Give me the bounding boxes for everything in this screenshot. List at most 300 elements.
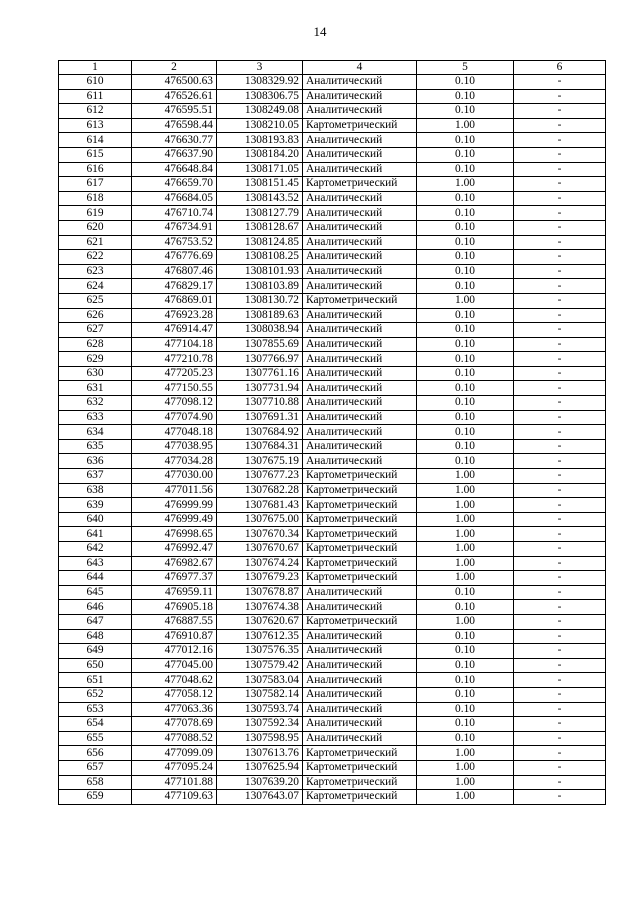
cell-x-coordinate: 476637.90 <box>132 147 217 162</box>
cell-x-coordinate: 476776.69 <box>132 250 217 265</box>
cell-point-number: 621 <box>59 235 132 250</box>
cell-point-number: 629 <box>59 352 132 367</box>
column-header-x: 2 <box>132 61 217 75</box>
cell-x-coordinate: 476914.47 <box>132 323 217 338</box>
cell-point-number: 610 <box>59 75 132 90</box>
cell-accuracy: 0.10 <box>417 147 514 162</box>
cell-y-coordinate: 1308171.05 <box>217 162 303 177</box>
cell-x-coordinate: 477088.52 <box>132 731 217 746</box>
cell-point-number: 644 <box>59 571 132 586</box>
column-header-note: 6 <box>514 61 606 75</box>
cell-y-coordinate: 1307682.28 <box>217 483 303 498</box>
cell-point-number: 656 <box>59 746 132 761</box>
cell-note: - <box>514 133 606 148</box>
table-row <box>59 133 606 148</box>
table-row <box>59 337 606 352</box>
table-row <box>59 614 606 629</box>
table-row <box>59 264 606 279</box>
cell-method: Аналитический <box>303 658 417 673</box>
cell-point-number: 643 <box>59 556 132 571</box>
cell-accuracy: 0.10 <box>417 687 514 702</box>
cell-point-number: 632 <box>59 396 132 411</box>
cell-method: Аналитический <box>303 279 417 294</box>
cell-note: - <box>514 571 606 586</box>
cell-y-coordinate: 1307613.76 <box>217 746 303 761</box>
table-header-row <box>59 61 606 75</box>
cell-method: Аналитический <box>303 133 417 148</box>
cell-method: Картометрический <box>303 571 417 586</box>
table-row <box>59 629 606 644</box>
cell-accuracy: 0.10 <box>417 89 514 104</box>
cell-x-coordinate: 476829.17 <box>132 279 217 294</box>
cell-note: - <box>514 250 606 265</box>
cell-y-coordinate: 1307620.67 <box>217 614 303 629</box>
cell-note: - <box>514 177 606 192</box>
cell-method: Картометрический <box>303 614 417 629</box>
cell-point-number: 625 <box>59 293 132 308</box>
cell-accuracy: 0.10 <box>417 75 514 90</box>
table-row <box>59 469 606 484</box>
cell-accuracy: 1.00 <box>417 775 514 790</box>
cell-accuracy: 0.10 <box>417 352 514 367</box>
table-row <box>59 673 606 688</box>
cell-method: Аналитический <box>303 644 417 659</box>
cell-accuracy: 1.00 <box>417 790 514 805</box>
cell-y-coordinate: 1307593.74 <box>217 702 303 717</box>
cell-method: Аналитический <box>303 337 417 352</box>
cell-note: - <box>514 366 606 381</box>
cell-note: - <box>514 746 606 761</box>
cell-note: - <box>514 483 606 498</box>
table-row <box>59 571 606 586</box>
cell-point-number: 649 <box>59 644 132 659</box>
cell-point-number: 622 <box>59 250 132 265</box>
cell-method: Аналитический <box>303 366 417 381</box>
cell-point-number: 637 <box>59 469 132 484</box>
cell-y-coordinate: 1307583.04 <box>217 673 303 688</box>
cell-x-coordinate: 476923.28 <box>132 308 217 323</box>
cell-note: - <box>514 162 606 177</box>
table-row <box>59 366 606 381</box>
cell-x-coordinate: 477095.24 <box>132 760 217 775</box>
cell-method: Аналитический <box>303 731 417 746</box>
cell-x-coordinate: 476659.70 <box>132 177 217 192</box>
cell-x-coordinate: 477098.12 <box>132 396 217 411</box>
cell-note: - <box>514 147 606 162</box>
cell-method: Картометрический <box>303 542 417 557</box>
cell-method: Аналитический <box>303 717 417 732</box>
table-row <box>59 308 606 323</box>
cell-method: Аналитический <box>303 585 417 600</box>
cell-y-coordinate: 1307677.23 <box>217 469 303 484</box>
cell-y-coordinate: 1307582.14 <box>217 687 303 702</box>
cell-x-coordinate: 476684.05 <box>132 191 217 206</box>
column-header-accuracy: 5 <box>417 61 514 75</box>
cell-note: - <box>514 191 606 206</box>
cell-y-coordinate: 1307684.31 <box>217 439 303 454</box>
cell-y-coordinate: 1307681.43 <box>217 498 303 513</box>
cell-point-number: 633 <box>59 410 132 425</box>
table-row <box>59 381 606 396</box>
cell-accuracy: 0.10 <box>417 629 514 644</box>
cell-note: - <box>514 687 606 702</box>
cell-note: - <box>514 352 606 367</box>
cell-y-coordinate: 1308193.83 <box>217 133 303 148</box>
cell-point-number: 613 <box>59 118 132 133</box>
cell-accuracy: 0.10 <box>417 731 514 746</box>
cell-accuracy: 0.10 <box>417 396 514 411</box>
cell-x-coordinate: 477048.18 <box>132 425 217 440</box>
cell-accuracy: 0.10 <box>417 702 514 717</box>
cell-method: Аналитический <box>303 147 417 162</box>
cell-note: - <box>514 760 606 775</box>
cell-x-coordinate: 477012.16 <box>132 644 217 659</box>
cell-y-coordinate: 1307679.23 <box>217 571 303 586</box>
cell-y-coordinate: 1307684.92 <box>217 425 303 440</box>
cell-x-coordinate: 476869.01 <box>132 293 217 308</box>
cell-note: - <box>514 658 606 673</box>
cell-accuracy: 0.10 <box>417 162 514 177</box>
cell-y-coordinate: 1307678.87 <box>217 585 303 600</box>
table-row <box>59 527 606 542</box>
table-row <box>59 775 606 790</box>
cell-accuracy: 0.10 <box>417 308 514 323</box>
cell-accuracy: 0.10 <box>417 381 514 396</box>
cell-method: Аналитический <box>303 425 417 440</box>
cell-y-coordinate: 1307766.97 <box>217 352 303 367</box>
cell-x-coordinate: 476598.44 <box>132 118 217 133</box>
cell-accuracy: 1.00 <box>417 293 514 308</box>
table-row <box>59 687 606 702</box>
cell-y-coordinate: 1307855.69 <box>217 337 303 352</box>
table-row <box>59 396 606 411</box>
cell-point-number: 616 <box>59 162 132 177</box>
cell-accuracy: 1.00 <box>417 760 514 775</box>
cell-note: - <box>514 498 606 513</box>
cell-x-coordinate: 477101.88 <box>132 775 217 790</box>
cell-accuracy: 0.10 <box>417 104 514 119</box>
cell-y-coordinate: 1307761.16 <box>217 366 303 381</box>
cell-note: - <box>514 731 606 746</box>
cell-x-coordinate: 476648.84 <box>132 162 217 177</box>
cell-note: - <box>514 235 606 250</box>
cell-accuracy: 1.00 <box>417 118 514 133</box>
cell-point-number: 647 <box>59 614 132 629</box>
cell-note: - <box>514 206 606 221</box>
cell-y-coordinate: 1308210.05 <box>217 118 303 133</box>
cell-accuracy: 1.00 <box>417 746 514 761</box>
cell-method: Картометрический <box>303 760 417 775</box>
cell-method: Аналитический <box>303 410 417 425</box>
table-row <box>59 585 606 600</box>
cell-x-coordinate: 476753.52 <box>132 235 217 250</box>
cell-accuracy: 0.10 <box>417 323 514 338</box>
cell-note: - <box>514 396 606 411</box>
cell-y-coordinate: 1307731.94 <box>217 381 303 396</box>
table-body <box>59 75 606 805</box>
cell-x-coordinate: 476710.74 <box>132 206 217 221</box>
table-row <box>59 454 606 469</box>
cell-method: Аналитический <box>303 162 417 177</box>
cell-y-coordinate: 1307675.00 <box>217 512 303 527</box>
table-row <box>59 410 606 425</box>
cell-y-coordinate: 1308101.93 <box>217 264 303 279</box>
cell-note: - <box>514 717 606 732</box>
cell-method: Аналитический <box>303 264 417 279</box>
cell-method: Аналитический <box>303 600 417 615</box>
cell-accuracy: 0.10 <box>417 644 514 659</box>
cell-method: Аналитический <box>303 629 417 644</box>
cell-point-number: 623 <box>59 264 132 279</box>
cell-y-coordinate: 1308306.75 <box>217 89 303 104</box>
table-row <box>59 512 606 527</box>
cell-y-coordinate: 1307691.31 <box>217 410 303 425</box>
cell-x-coordinate: 477150.55 <box>132 381 217 396</box>
cell-point-number: 646 <box>59 600 132 615</box>
table-row <box>59 323 606 338</box>
cell-note: - <box>514 279 606 294</box>
cell-note: - <box>514 104 606 119</box>
cell-y-coordinate: 1308038.94 <box>217 323 303 338</box>
table-row <box>59 220 606 235</box>
cell-y-coordinate: 1308143.52 <box>217 191 303 206</box>
cell-point-number: 639 <box>59 498 132 513</box>
cell-accuracy: 0.10 <box>417 410 514 425</box>
cell-x-coordinate: 477205.23 <box>132 366 217 381</box>
cell-note: - <box>514 220 606 235</box>
cell-method: Картометрический <box>303 498 417 513</box>
table-row <box>59 191 606 206</box>
cell-method: Аналитический <box>303 439 417 454</box>
table-row <box>59 147 606 162</box>
cell-method: Аналитический <box>303 702 417 717</box>
cell-y-coordinate: 1307643.07 <box>217 790 303 805</box>
table-row <box>59 439 606 454</box>
cell-point-number: 659 <box>59 790 132 805</box>
cell-point-number: 617 <box>59 177 132 192</box>
cell-y-coordinate: 1307639.20 <box>217 775 303 790</box>
cell-point-number: 612 <box>59 104 132 119</box>
page-number: 14 <box>313 24 327 39</box>
cell-method: Картометрический <box>303 118 417 133</box>
table-row <box>59 250 606 265</box>
cell-note: - <box>514 454 606 469</box>
cell-method: Аналитический <box>303 687 417 702</box>
cell-point-number: 645 <box>59 585 132 600</box>
cell-accuracy: 1.00 <box>417 542 514 557</box>
cell-x-coordinate: 476998.65 <box>132 527 217 542</box>
cell-y-coordinate: 1308128.67 <box>217 220 303 235</box>
cell-note: - <box>514 337 606 352</box>
column-header-point-number: 1 <box>59 61 132 75</box>
cell-point-number: 611 <box>59 89 132 104</box>
table-row <box>59 352 606 367</box>
cell-x-coordinate: 477011.56 <box>132 483 217 498</box>
table-row <box>59 702 606 717</box>
cell-y-coordinate: 1307710.88 <box>217 396 303 411</box>
table-row <box>59 206 606 221</box>
cell-note: - <box>514 410 606 425</box>
cell-y-coordinate: 1307670.34 <box>217 527 303 542</box>
cell-note: - <box>514 527 606 542</box>
cell-method: Картометрический <box>303 512 417 527</box>
cell-note: - <box>514 790 606 805</box>
cell-x-coordinate: 476807.46 <box>132 264 217 279</box>
cell-x-coordinate: 476992.47 <box>132 542 217 557</box>
cell-method: Аналитический <box>303 220 417 235</box>
cell-accuracy: 0.10 <box>417 337 514 352</box>
cell-x-coordinate: 476595.51 <box>132 104 217 119</box>
cell-point-number: 640 <box>59 512 132 527</box>
cell-accuracy: 0.10 <box>417 585 514 600</box>
cell-note: - <box>514 323 606 338</box>
cell-method: Аналитический <box>303 89 417 104</box>
cell-point-number: 653 <box>59 702 132 717</box>
cell-accuracy: 1.00 <box>417 614 514 629</box>
cell-method: Аналитический <box>303 352 417 367</box>
cell-method: Картометрический <box>303 556 417 571</box>
cell-note: - <box>514 702 606 717</box>
cell-y-coordinate: 1308184.20 <box>217 147 303 162</box>
cell-point-number: 651 <box>59 673 132 688</box>
cell-accuracy: 1.00 <box>417 498 514 513</box>
cell-accuracy: 0.10 <box>417 235 514 250</box>
cell-y-coordinate: 1307576.35 <box>217 644 303 659</box>
cell-accuracy: 1.00 <box>417 483 514 498</box>
cell-x-coordinate: 477074.90 <box>132 410 217 425</box>
cell-method: Аналитический <box>303 323 417 338</box>
cell-point-number: 619 <box>59 206 132 221</box>
cell-point-number: 624 <box>59 279 132 294</box>
cell-accuracy: 0.10 <box>417 658 514 673</box>
cell-point-number: 636 <box>59 454 132 469</box>
cell-method: Аналитический <box>303 206 417 221</box>
cell-y-coordinate: 1308108.25 <box>217 250 303 265</box>
cell-note: - <box>514 614 606 629</box>
column-header-method: 4 <box>303 61 417 75</box>
cell-x-coordinate: 477210.78 <box>132 352 217 367</box>
cell-y-coordinate: 1308151.45 <box>217 177 303 192</box>
cell-point-number: 618 <box>59 191 132 206</box>
cell-method: Аналитический <box>303 396 417 411</box>
cell-note: - <box>514 469 606 484</box>
cell-point-number: 642 <box>59 542 132 557</box>
cell-accuracy: 0.10 <box>417 717 514 732</box>
cell-accuracy: 0.10 <box>417 673 514 688</box>
cell-x-coordinate: 476887.55 <box>132 614 217 629</box>
cell-note: - <box>514 118 606 133</box>
column-header-y: 3 <box>217 61 303 75</box>
cell-accuracy: 0.10 <box>417 279 514 294</box>
cell-x-coordinate: 477045.00 <box>132 658 217 673</box>
table-row <box>59 556 606 571</box>
table-row <box>59 760 606 775</box>
cell-note: - <box>514 644 606 659</box>
table-row <box>59 425 606 440</box>
cell-point-number: 652 <box>59 687 132 702</box>
cell-method: Аналитический <box>303 75 417 90</box>
cell-point-number: 655 <box>59 731 132 746</box>
table-row <box>59 600 606 615</box>
cell-y-coordinate: 1307670.67 <box>217 542 303 557</box>
cell-point-number: 634 <box>59 425 132 440</box>
cell-point-number: 650 <box>59 658 132 673</box>
cell-x-coordinate: 477048.62 <box>132 673 217 688</box>
cell-x-coordinate: 477063.36 <box>132 702 217 717</box>
coordinates-table <box>58 60 606 805</box>
cell-y-coordinate: 1307612.35 <box>217 629 303 644</box>
table-row <box>59 293 606 308</box>
cell-point-number: 626 <box>59 308 132 323</box>
table-row <box>59 162 606 177</box>
cell-method: Аналитический <box>303 308 417 323</box>
cell-x-coordinate: 476734.91 <box>132 220 217 235</box>
cell-accuracy: 0.10 <box>417 220 514 235</box>
cell-method: Картометрический <box>303 527 417 542</box>
cell-note: - <box>514 381 606 396</box>
cell-x-coordinate: 476630.77 <box>132 133 217 148</box>
cell-x-coordinate: 476910.87 <box>132 629 217 644</box>
cell-note: - <box>514 75 606 90</box>
cell-accuracy: 1.00 <box>417 469 514 484</box>
cell-x-coordinate: 476977.37 <box>132 571 217 586</box>
cell-x-coordinate: 476982.67 <box>132 556 217 571</box>
cell-note: - <box>514 264 606 279</box>
cell-accuracy: 0.10 <box>417 366 514 381</box>
cell-accuracy: 0.10 <box>417 425 514 440</box>
cell-x-coordinate: 476526.61 <box>132 89 217 104</box>
cell-note: - <box>514 293 606 308</box>
cell-y-coordinate: 1307579.42 <box>217 658 303 673</box>
cell-point-number: 658 <box>59 775 132 790</box>
table-row <box>59 731 606 746</box>
cell-method: Картометрический <box>303 177 417 192</box>
cell-accuracy: 1.00 <box>417 527 514 542</box>
cell-x-coordinate: 476999.49 <box>132 512 217 527</box>
cell-y-coordinate: 1308189.63 <box>217 308 303 323</box>
table-row <box>59 644 606 659</box>
cell-accuracy: 1.00 <box>417 556 514 571</box>
cell-point-number: 635 <box>59 439 132 454</box>
cell-note: - <box>514 89 606 104</box>
cell-y-coordinate: 1308127.79 <box>217 206 303 221</box>
cell-x-coordinate: 477109.63 <box>132 790 217 805</box>
cell-point-number: 620 <box>59 220 132 235</box>
cell-point-number: 627 <box>59 323 132 338</box>
cell-y-coordinate: 1307592.34 <box>217 717 303 732</box>
cell-accuracy: 0.10 <box>417 191 514 206</box>
cell-x-coordinate: 476500.63 <box>132 75 217 90</box>
cell-accuracy: 1.00 <box>417 571 514 586</box>
cell-point-number: 641 <box>59 527 132 542</box>
cell-method: Аналитический <box>303 454 417 469</box>
cell-method: Картометрический <box>303 790 417 805</box>
cell-note: - <box>514 585 606 600</box>
cell-note: - <box>514 775 606 790</box>
cell-method: Картометрический <box>303 293 417 308</box>
table-row <box>59 790 606 805</box>
cell-note: - <box>514 512 606 527</box>
cell-method: Аналитический <box>303 381 417 396</box>
cell-point-number: 657 <box>59 760 132 775</box>
table-row <box>59 658 606 673</box>
cell-method: Картометрический <box>303 775 417 790</box>
cell-x-coordinate: 476999.99 <box>132 498 217 513</box>
cell-method: Аналитический <box>303 250 417 265</box>
cell-y-coordinate: 1308130.72 <box>217 293 303 308</box>
table-row <box>59 104 606 119</box>
cell-point-number: 638 <box>59 483 132 498</box>
